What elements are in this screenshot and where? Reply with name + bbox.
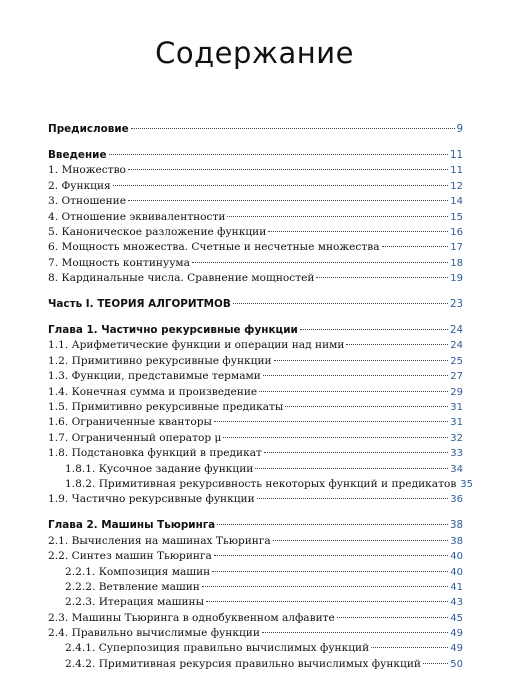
toc-page-number: 31 [450,417,463,429]
toc-dot-leader [214,421,448,422]
toc-dot-leader [316,277,448,278]
toc-dot-leader [264,452,448,453]
toc-dot-leader [202,586,448,587]
toc-page-number: 31 [450,402,463,414]
toc-entry-title: 1.8.2. Примитивная рекурсивность некоторых функций и предикатов [65,477,457,490]
toc-page-number: 41 [450,581,463,593]
toc-entry-title: 2.4.1. Суперпозиция правильно вычислимых функций [65,642,370,655]
toc-entry-title: 1.9. Частично рекурсивные функции [48,493,255,506]
toc-entry-title: 4. Отношение эквивалентности [48,210,226,223]
toc-entry-title: 1.8. Подстановка функций в предикат [48,447,262,460]
toc-section-entry[interactable] [48,431,463,446]
toc-spacer [48,287,463,298]
toc-section-entry[interactable] [48,194,463,209]
toc-page-number: 17 [450,242,463,254]
toc-entry-title: 7. Мощность континуума [48,256,190,269]
toc-section-entry[interactable] [48,534,463,549]
toc-dot-leader [255,468,448,469]
toc-section-entry[interactable] [48,415,463,430]
toc-page-number: 9 [456,124,463,135]
toc-dot-leader [131,128,455,129]
toc-entry-title: 3. Отношение [48,195,126,208]
toc-section-entry[interactable] [48,385,463,400]
toc-dot-leader [128,169,448,170]
toc-entry-title: Предисловие [48,123,129,135]
toc-dot-leader [233,303,448,304]
toc-entry-title: Глава 1. Частично рекурсивные функции [48,324,298,337]
toc-section-entry[interactable] [48,354,463,369]
table-of-contents [48,122,474,672]
toc-dot-leader [223,437,448,438]
toc-dot-leader [262,632,448,633]
toc-entry-title: 1. Множество [48,164,126,177]
toc-dot-leader [212,571,448,572]
toc-subsection-entry[interactable] [48,580,463,595]
toc-heading-entry[interactable] [48,122,463,137]
page-title: Содержание [155,36,354,70]
toc-dot-leader [217,524,448,525]
toc-page-number: 34 [450,463,463,475]
toc-entry-title: 8. Кардинальные числа. Сравнение мощностей [48,272,315,285]
toc-page-number: 36 [450,494,463,506]
toc-entry-title: 1.7. Ограниченный оператор μ [48,431,222,444]
toc-dot-leader [337,617,449,618]
toc-subsection-entry[interactable] [48,657,463,672]
toc-page-number: 38 [450,520,463,532]
toc-section-entry[interactable] [48,163,463,178]
toc-page-number: 23 [450,299,463,311]
toc-subsection-entry[interactable] [48,565,463,580]
toc-page-number: 40 [450,551,463,563]
toc-page-number: 24 [450,325,463,337]
toc-section-entry[interactable] [48,210,463,225]
toc-page-number: 16 [450,226,463,238]
toc-page-number: 45 [450,612,463,624]
toc-subsection-entry[interactable] [48,641,463,656]
toc-heading-entry[interactable] [48,518,463,533]
toc-dot-leader [113,185,449,186]
toc-entry-title: 2.3. Машины Тьюринга в однобуквенном алфавите [48,611,335,624]
toc-spacer [48,312,463,323]
toc-entry-title: Введение [48,148,107,161]
toc-section-entry[interactable] [48,271,463,286]
toc-entry-title: 2.2.2. Ветвление машин [65,580,200,593]
toc-page-number: 11 [450,149,463,161]
toc-page-number: 32 [450,432,463,444]
toc-subsection-entry[interactable] [48,462,463,477]
toc-page-number: 38 [450,535,463,547]
toc-dot-leader [274,360,449,361]
toc-dot-leader [257,498,449,499]
toc-dot-leader [382,246,449,247]
toc-page-number: 40 [450,566,463,578]
toc-section-entry[interactable] [48,240,463,255]
toc-spacer [48,137,463,148]
toc-section-entry[interactable] [48,225,463,240]
toc-dot-leader [263,375,448,376]
toc-section-entry[interactable] [48,179,463,194]
toc-entry-title: 6. Мощность множества. Счетные и несчетные множества [48,241,380,254]
toc-dot-leader [346,344,448,345]
toc-section-entry[interactable] [48,611,463,626]
toc-entry-title: 2.2.3. Итерация машины [65,596,205,609]
toc-section-entry[interactable] [48,400,463,415]
toc-dot-leader [259,391,448,392]
toc-section-entry[interactable] [48,549,463,564]
toc-dot-leader [227,216,448,217]
toc-spacer [48,508,463,519]
toc-page-number: 33 [450,448,463,460]
toc-heading-entry[interactable] [48,297,463,312]
toc-page-number: 24 [450,340,463,352]
toc-dot-leader [273,540,449,541]
toc-dot-leader [285,406,448,407]
toc-dot-leader [192,262,448,263]
toc-entry-title: 2.4.2. Примитивная рекурсия правильно вычислимых функций [65,657,421,670]
toc-page-number: 19 [450,273,463,285]
toc-subsection-entry[interactable] [48,477,474,492]
toc-section-entry[interactable] [48,338,463,353]
toc-page-number: 49 [450,628,463,640]
toc-section-entry[interactable] [48,369,463,384]
toc-page-number: 11 [450,165,463,177]
toc-entry-title: 2.1. Вычисления на машинах Тьюринга [48,534,271,547]
toc-entry-title: 1.8.1. Кусочное задание функции [65,462,254,475]
toc-page-number: 49 [450,643,463,655]
toc-dot-leader [371,647,448,648]
toc-page-number: 14 [450,196,463,208]
toc-page-number: 43 [450,597,463,609]
toc-page-number: 12 [450,180,463,192]
toc-entry-title: 1.1. Арифметические функции и операции над ними [48,339,345,352]
toc-page-number: 25 [450,355,463,367]
toc-entry-title: 2.2.1. Композиция машин [65,565,211,578]
toc-section-entry[interactable] [48,492,463,507]
toc-dot-leader [300,329,448,330]
toc-entry-title: 2.4. Правильно вычислимые функции [48,627,260,640]
toc-entry-title: Глава 2. Машины Тьюринга [48,519,216,532]
toc-section-entry[interactable] [48,446,463,461]
toc-entry-title: Часть I. ТЕОРИЯ АЛГОРИТМОВ [48,298,231,311]
toc-entry-title: 1.4. Конечная сумма и произведение [48,385,258,398]
toc-entry-title: 5. Каноническое разложение функции [48,225,267,238]
toc-page-number: 27 [450,371,463,383]
toc-dot-leader [214,555,448,556]
toc-entry-title: 1.3. Функции, представимые термами [48,370,261,383]
toc-heading-entry[interactable] [48,323,463,338]
toc-entry-title: 1.5. Примитивно рекурсивные предикаты [48,401,284,414]
toc-dot-leader [128,200,448,201]
toc-section-entry[interactable] [48,626,463,641]
toc-dot-leader [268,231,448,232]
toc-page-number: 18 [450,257,463,269]
toc-dot-leader [206,601,448,602]
toc-dot-leader [109,154,449,155]
toc-section-entry[interactable] [48,256,463,271]
toc-entry-title: 1.2. Примитивно рекурсивные функции [48,354,272,367]
toc-page-number: 29 [450,386,463,398]
toc-heading-entry[interactable] [48,148,463,163]
toc-entry-title: 1.6. Ограниченные кванторы [48,416,212,429]
toc-entry-title: 2.2. Синтез машин Тьюринга [48,550,212,563]
toc-subsection-entry[interactable] [48,595,463,610]
toc-page-number: 50 [450,658,463,670]
toc-entry-title: 2. Функция [48,179,111,192]
toc-dot-leader [423,663,448,664]
toc-page-number: 15 [450,211,463,223]
toc-page-number: 35 [460,478,474,490]
